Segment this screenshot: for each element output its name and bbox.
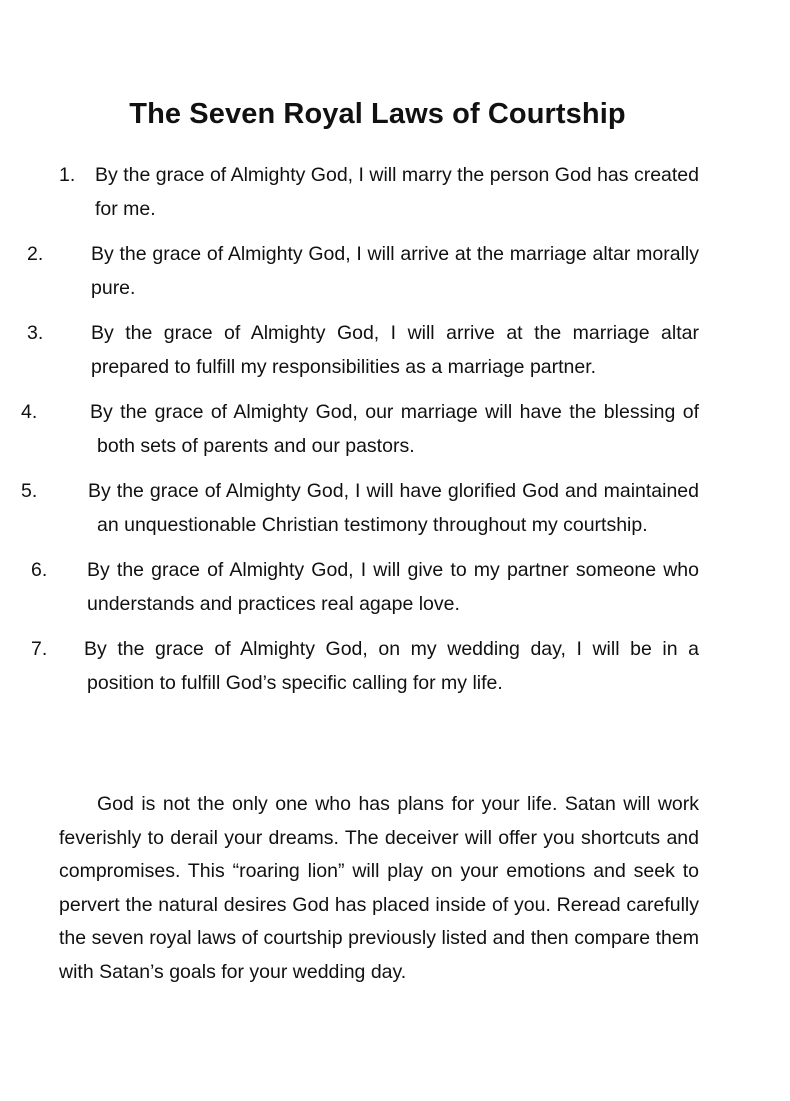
law-text: By the grace of Almighty God, on my wedding day, I will be in a position to fulfill God’s specific calling for my life. [84, 638, 699, 694]
laws-list [21, 159, 699, 712]
law-number: 2. [27, 243, 44, 265]
law-item [31, 633, 699, 700]
law-text: By the grace of Almighty God, I will arrive at the marriage altar prepared to fulfill my responsibilities as a marriage partner. [91, 322, 699, 378]
page-title: The Seven Royal Laws of Courtship [129, 98, 626, 130]
law-item [27, 238, 699, 305]
law-number: 3. [27, 322, 44, 344]
law-item [21, 475, 699, 542]
law-item [59, 159, 699, 226]
law-text: By the grace of Almighty God, I will marry the person God has created for me. [95, 164, 699, 220]
law-text: By the grace of Almighty God, our marriage will have the blessing of both sets of parents and our pastors. [90, 401, 699, 457]
law-number: 5. [21, 480, 38, 502]
law-item [27, 317, 699, 384]
law-text: By the grace of Almighty God, I will arrive at the marriage altar morally pure. [91, 243, 699, 299]
law-item [31, 554, 699, 621]
law-item [21, 396, 699, 463]
law-number: 4. [21, 401, 38, 423]
law-number: 7. [31, 638, 48, 660]
law-text: By the grace of Almighty God, I will give to my partner someone who understands and practices real agape love. [87, 559, 699, 615]
law-number: 6. [31, 559, 48, 581]
closing-paragraph: God is not the only one who has plans for your life. Satan will work feverishly to derail your dreams. The deceiver will offer you shortcuts and compromises. This “roaring lion” will play on your emotions and seek to pervert the natural desires God has placed inside of you. Reread carefully the seven royal laws of courtship previously listed and then compare them with Satan’s goals for your wedding day. [59, 793, 699, 983]
law-number: 1. [59, 164, 76, 186]
law-text: By the grace of Almighty God, I will have glorified God and maintained an unquestionable Christian testimony throughout my courtship. [88, 480, 699, 536]
